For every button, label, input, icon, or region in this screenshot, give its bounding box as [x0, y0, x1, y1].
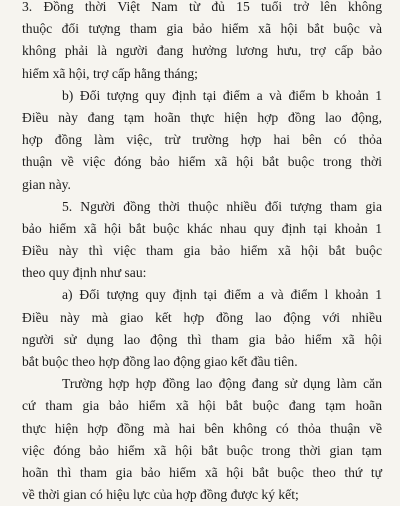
text-line: không phải là người đang hưởng lương hưu, trợ cấp bảo [22, 43, 382, 59]
text-line: thuộc đối tượng tham gia bảo hiểm xã hội bắt buộc và [22, 21, 382, 37]
body-text [22, 0, 382, 506]
text-line: thuận về việc đóng bảo hiểm xã hội bắt buộc trong thời [22, 154, 382, 170]
text-line: gian này. [22, 176, 71, 192]
text-line: việc đóng bảo hiểm xã hội bắt buộc trong thời gian tạm [22, 442, 382, 458]
text-line: thực hiện hợp đồng mà hai bên không có thỏa thuận về [22, 420, 382, 436]
text-line: về thời gian có hiệu lực của hợp đồng được ký kết; [22, 487, 299, 503]
text-line: 3. Đồng thời Việt Nam từ đủ 15 tuổi trở lên không [22, 0, 382, 14]
text-line: 5. Người đồng thời thuộc nhiều đối tượng tham gia [62, 198, 382, 214]
text-line: người sử dụng lao động thì tham gia bảo hiểm xã hội [22, 331, 382, 347]
text-line: bắt buộc theo hợp đồng lao động giao kết đầu tiên. [22, 354, 298, 369]
text-line: hoãn thì tham gia bảo hiểm xã hội bắt buộc theo thứ tự [22, 464, 382, 480]
text-line: cứ tham gia bảo hiểm xã hội bắt buộc đang tạm hoãn [22, 398, 382, 414]
text-line: Trường hợp hợp đồng lao động đang sử dụng làm căn [62, 376, 382, 392]
text-line: theo quy định như sau: [22, 265, 147, 281]
text-line: Điều này đang tạm hoãn thực hiện hợp đồng lao động, [22, 109, 382, 125]
text-line: Điều này mà giao kết hợp đồng lao động với nhiều [22, 309, 382, 325]
text-line: bảo hiểm xã hội bắt buộc khác nhau quy định tại khoản 1 [22, 220, 382, 236]
text-line: hiểm xã hội, trợ cấp hằng tháng; [22, 65, 198, 81]
text-line: a) Đối tượng quy định tại điểm a và điểm l khoản 1 [62, 287, 382, 303]
text-line: hợp đồng làm việc, trừ trường hợp hai bên có thỏa [22, 132, 382, 148]
text-line: b) Đối tượng quy định tại điểm a và điểm b khoản 1 [62, 87, 382, 103]
text-line: Điều này thì việc tham gia bảo hiểm xã hội bắt buộc [22, 243, 382, 259]
